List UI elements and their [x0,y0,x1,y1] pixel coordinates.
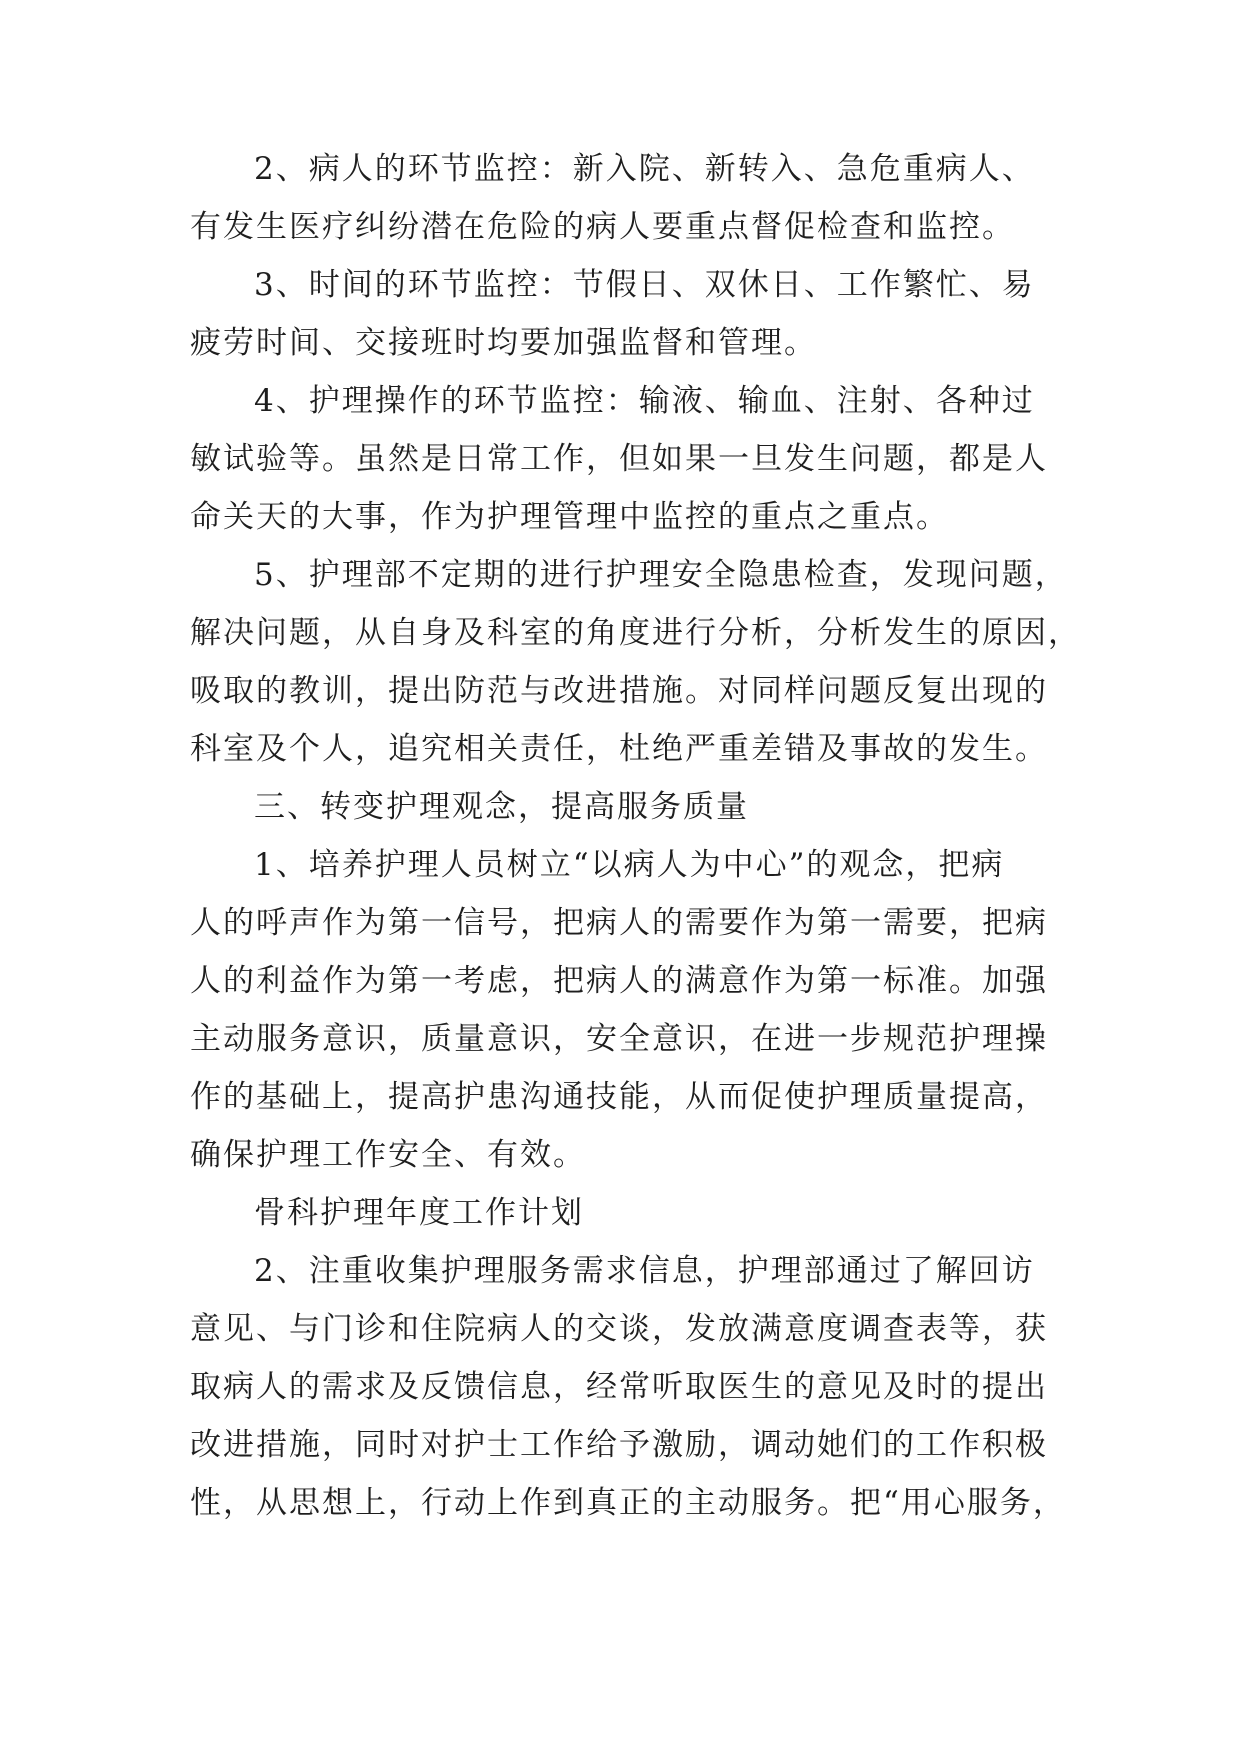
text-line: 有发生医疗纠纷潜在危险的病人要重点督促检查和监控。 [190,209,1015,245]
text-line: 意见、与门诊和住院病人的交谈，发放满意度调查表等，获 [190,1311,1048,1347]
text-line: 科室及个人，追究相关责任，杜绝严重差错及事故的发生。 [190,731,1048,767]
text-line: 人的呼声作为第一信号，把病人的需要作为第一需要，把病 [190,905,1048,941]
text-line: 命关天的大事，作为护理管理中监控的重点之重点。 [190,499,949,535]
text-line: 取病人的需求及反馈信息，经常听取医生的意见及时的提出 [190,1369,1048,1405]
text-line: 主动服务意识，质量意识，安全意识，在进一步规范护理操 [190,1021,1048,1057]
text-line: 改进措施，同时对护士工作给予激励，调动她们的工作积极 [190,1427,1048,1463]
text-line: 3、时间的环节监控：节假日、双休日、工作繁忙、易 [254,267,1035,303]
text-line: 疲劳时间、交接班时均要加强监督和管理。 [190,325,817,361]
text-line: 2、病人的环节监控：新入院、新转入、急危重病人、 [254,151,1035,187]
section-heading: 三、转变护理观念，提高服务质量 [254,789,749,825]
text-line: 吸取的教训，提出防范与改进措施。对同样问题反复出现的 [190,673,1048,709]
text-line: 人的利益作为第一考虑，把病人的满意作为第一标准。加强 [190,963,1048,999]
text-line: 性，从思想上，行动上作到真正的主动服务。把“用心服务， [190,1485,1066,1521]
text-line: 5、护理部不定期的进行护理安全隐患检查，发现问题， [254,557,1068,593]
text-line: 2、注重收集护理服务需求信息，护理部通过了解回访 [254,1253,1035,1289]
text-line: 1、培养护理人员树立“以病人为中心”的观念，把病 [254,847,1005,883]
text-line: 敏试验等。虽然是日常工作，但如果一旦发生问题，都是人 [190,441,1048,477]
text-line: 作的基础上，提高护患沟通技能，从而促使护理质量提高， [190,1079,1048,1115]
text-line: 4、护理操作的环节监控：输液、输血、注射、各种过 [254,383,1035,419]
text-line: 确保护理工作安全、有效。 [190,1137,586,1173]
text-line: 解决问题，从自身及科室的角度进行分析，分析发生的原因， [190,615,1081,651]
section-title: 骨科护理年度工作计划 [254,1195,584,1231]
